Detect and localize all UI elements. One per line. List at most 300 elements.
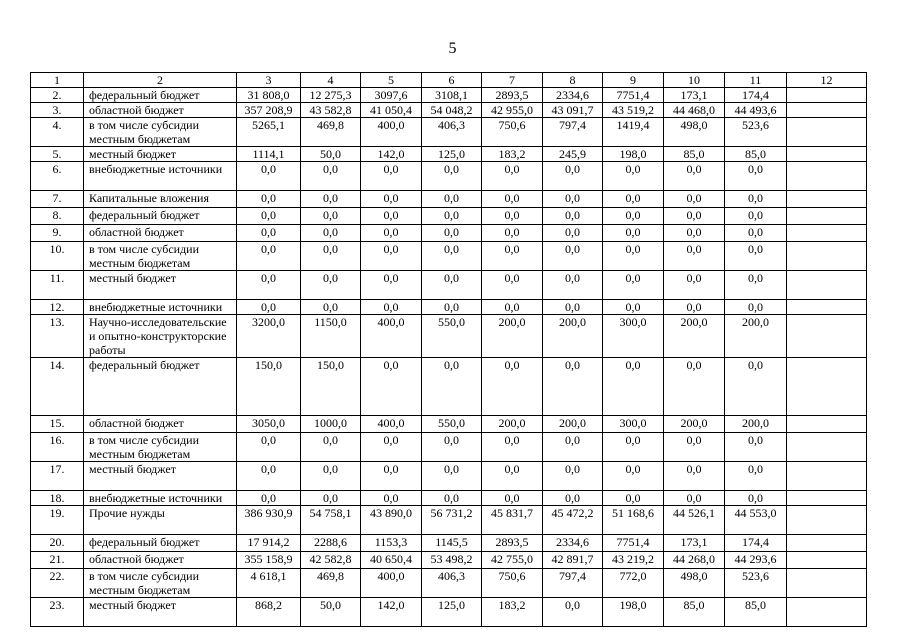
value-cell-col-12 <box>787 315 867 358</box>
value-cell-col-5: 0,0 <box>361 433 422 462</box>
value-cell-col-9: 0,0 <box>603 208 664 225</box>
value-cell-col-8: 2334,6 <box>543 535 603 552</box>
value-cell-col-11: 44 493,6 <box>725 103 787 118</box>
row-label: местный бюджет <box>84 147 237 162</box>
value-cell-col-8: 2334,6 <box>543 88 603 103</box>
row-number: 19. <box>31 506 84 535</box>
value-cell-col-10: 0,0 <box>664 208 725 225</box>
table-row <box>31 569 867 598</box>
row-label: в том числе субсидии местным бюджетам <box>84 242 237 271</box>
value-cell-col-7: 0,0 <box>482 225 543 242</box>
value-cell-col-9: 198,0 <box>603 598 664 627</box>
value-cell-col-8: 0,0 <box>543 208 603 225</box>
value-cell-col-7: 0,0 <box>482 191 543 208</box>
value-cell-col-11: 523,6 <box>725 569 787 598</box>
value-cell-col-4: 469,8 <box>301 118 361 147</box>
value-cell-col-6: 3108,1 <box>422 88 482 103</box>
value-cell-col-8: 797,4 <box>543 569 603 598</box>
value-cell-col-12 <box>787 208 867 225</box>
value-cell-col-12 <box>787 569 867 598</box>
value-cell-col-3: 0,0 <box>237 491 301 506</box>
value-cell-col-5: 400,0 <box>361 315 422 358</box>
value-cell-col-10: 0,0 <box>664 225 725 242</box>
value-cell-col-7: 2893,5 <box>482 88 543 103</box>
row-number: 7. <box>31 191 84 208</box>
row-label: в том числе субсидии местным бюджетам <box>84 569 237 598</box>
value-cell-col-8: 0,0 <box>543 242 603 271</box>
value-cell-col-4: 0,0 <box>301 433 361 462</box>
table-row <box>31 462 867 491</box>
value-cell-col-12 <box>787 416 867 433</box>
value-cell-col-8: 45 472,2 <box>543 506 603 535</box>
column-header-5: 5 <box>361 73 422 88</box>
value-cell-col-4: 50,0 <box>301 147 361 162</box>
value-cell-col-8: 0,0 <box>543 162 603 191</box>
row-label: местный бюджет <box>84 462 237 491</box>
value-cell-col-10: 0,0 <box>664 162 725 191</box>
value-cell-col-9: 0,0 <box>603 358 664 416</box>
row-number: 14. <box>31 358 84 416</box>
column-header-11: 11 <box>725 73 787 88</box>
value-cell-col-9: 0,0 <box>603 491 664 506</box>
row-label: федеральный бюджет <box>84 535 237 552</box>
value-cell-col-4: 0,0 <box>301 271 361 300</box>
value-cell-col-6: 1145,5 <box>422 535 482 552</box>
value-cell-col-4: 0,0 <box>301 242 361 271</box>
column-header-7: 7 <box>482 73 543 88</box>
value-cell-col-3: 355 158,9 <box>237 552 301 569</box>
row-number: 17. <box>31 462 84 491</box>
value-cell-col-12 <box>787 242 867 271</box>
value-cell-col-10: 44 468,0 <box>664 103 725 118</box>
value-cell-col-11: 0,0 <box>725 491 787 506</box>
budget-table <box>30 72 867 627</box>
value-cell-col-7: 0,0 <box>482 300 543 315</box>
value-cell-col-6: 0,0 <box>422 271 482 300</box>
value-cell-col-5: 1153,3 <box>361 535 422 552</box>
value-cell-col-3: 0,0 <box>237 162 301 191</box>
value-cell-col-7: 200,0 <box>482 416 543 433</box>
value-cell-col-5: 40 650,4 <box>361 552 422 569</box>
column-header-1: 1 <box>31 73 84 88</box>
row-label: местный бюджет <box>84 271 237 300</box>
row-number: 13. <box>31 315 84 358</box>
value-cell-col-10: 0,0 <box>664 491 725 506</box>
value-cell-col-4: 0,0 <box>301 491 361 506</box>
value-cell-col-6: 406,3 <box>422 569 482 598</box>
row-number: 10. <box>31 242 84 271</box>
value-cell-col-11: 0,0 <box>725 225 787 242</box>
value-cell-col-4: 0,0 <box>301 225 361 242</box>
value-cell-col-6: 125,0 <box>422 598 482 627</box>
value-cell-col-9: 0,0 <box>603 271 664 300</box>
value-cell-col-6: 0,0 <box>422 433 482 462</box>
value-cell-col-5: 0,0 <box>361 462 422 491</box>
table-row <box>31 118 867 147</box>
row-label: федеральный бюджет <box>84 208 237 225</box>
value-cell-col-8: 797,4 <box>543 118 603 147</box>
row-number: 12. <box>31 300 84 315</box>
value-cell-col-10: 44 526,1 <box>664 506 725 535</box>
table-row <box>31 315 867 358</box>
value-cell-col-12 <box>787 271 867 300</box>
value-cell-col-9: 0,0 <box>603 242 664 271</box>
value-cell-col-10: 173,1 <box>664 535 725 552</box>
row-label: областной бюджет <box>84 103 237 118</box>
value-cell-col-4: 0,0 <box>301 300 361 315</box>
table-row <box>31 88 867 103</box>
value-cell-col-3: 0,0 <box>237 433 301 462</box>
value-cell-col-3: 1114,1 <box>237 147 301 162</box>
value-cell-col-3: 868,2 <box>237 598 301 627</box>
header-row <box>31 73 867 88</box>
row-label: внебюджетные источники <box>84 491 237 506</box>
value-cell-col-10: 0,0 <box>664 300 725 315</box>
value-cell-col-6: 0,0 <box>422 208 482 225</box>
value-cell-col-12 <box>787 88 867 103</box>
value-cell-col-3: 5265,1 <box>237 118 301 147</box>
row-number: 2. <box>31 88 84 103</box>
value-cell-col-7: 750,6 <box>482 118 543 147</box>
value-cell-col-6: 406,3 <box>422 118 482 147</box>
value-cell-col-7: 45 831,7 <box>482 506 543 535</box>
value-cell-col-5: 3097,6 <box>361 88 422 103</box>
value-cell-col-5: 400,0 <box>361 569 422 598</box>
value-cell-col-6: 0,0 <box>422 225 482 242</box>
value-cell-col-7: 42 955,0 <box>482 103 543 118</box>
value-cell-col-9: 300,0 <box>603 315 664 358</box>
value-cell-col-7: 183,2 <box>482 598 543 627</box>
value-cell-col-11: 0,0 <box>725 433 787 462</box>
value-cell-col-6: 54 048,2 <box>422 103 482 118</box>
value-cell-col-3: 0,0 <box>237 271 301 300</box>
row-number: 4. <box>31 118 84 147</box>
value-cell-col-8: 0,0 <box>543 598 603 627</box>
value-cell-col-4: 2288,6 <box>301 535 361 552</box>
value-cell-col-3: 150,0 <box>237 358 301 416</box>
value-cell-col-12 <box>787 491 867 506</box>
value-cell-col-9: 7751,4 <box>603 88 664 103</box>
value-cell-col-7: 2893,5 <box>482 535 543 552</box>
row-number: 18. <box>31 491 84 506</box>
value-cell-col-12 <box>787 506 867 535</box>
row-label: Научно-исследовательские и опытно-конструкторские работы <box>84 315 237 358</box>
value-cell-col-12 <box>787 433 867 462</box>
value-cell-col-12 <box>787 462 867 491</box>
value-cell-col-3: 357 208,9 <box>237 103 301 118</box>
value-cell-col-10: 173,1 <box>664 88 725 103</box>
value-cell-col-7: 750,6 <box>482 569 543 598</box>
value-cell-col-11: 44 293,6 <box>725 552 787 569</box>
table-row <box>31 358 867 416</box>
value-cell-col-9: 51 168,6 <box>603 506 664 535</box>
table-row <box>31 191 867 208</box>
row-number: 23. <box>31 598 84 627</box>
row-label: федеральный бюджет <box>84 88 237 103</box>
row-label: Капитальные вложения <box>84 191 237 208</box>
value-cell-col-9: 43 219,2 <box>603 552 664 569</box>
row-number: 22. <box>31 569 84 598</box>
value-cell-col-4: 1000,0 <box>301 416 361 433</box>
value-cell-col-12 <box>787 358 867 416</box>
value-cell-col-5: 0,0 <box>361 242 422 271</box>
value-cell-col-8: 200,0 <box>543 416 603 433</box>
value-cell-col-5: 0,0 <box>361 271 422 300</box>
column-header-2: 2 <box>84 73 237 88</box>
value-cell-col-8: 0,0 <box>543 462 603 491</box>
table-row <box>31 147 867 162</box>
value-cell-col-4: 43 582,8 <box>301 103 361 118</box>
value-cell-col-7: 0,0 <box>482 242 543 271</box>
value-cell-col-7: 0,0 <box>482 491 543 506</box>
value-cell-col-12 <box>787 225 867 242</box>
value-cell-col-7: 183,2 <box>482 147 543 162</box>
value-cell-col-10: 200,0 <box>664 416 725 433</box>
value-cell-col-6: 0,0 <box>422 358 482 416</box>
value-cell-col-9: 1419,4 <box>603 118 664 147</box>
value-cell-col-5: 43 890,0 <box>361 506 422 535</box>
value-cell-col-11: 174,4 <box>725 88 787 103</box>
value-cell-col-8: 0,0 <box>543 191 603 208</box>
value-cell-col-3: 0,0 <box>237 300 301 315</box>
row-number: 6. <box>31 162 84 191</box>
row-number: 5. <box>31 147 84 162</box>
value-cell-col-11: 0,0 <box>725 271 787 300</box>
value-cell-col-5: 0,0 <box>361 208 422 225</box>
value-cell-col-4: 0,0 <box>301 162 361 191</box>
value-cell-col-7: 0,0 <box>482 208 543 225</box>
value-cell-col-11: 85,0 <box>725 147 787 162</box>
value-cell-col-8: 0,0 <box>543 433 603 462</box>
value-cell-col-10: 0,0 <box>664 271 725 300</box>
value-cell-col-10: 498,0 <box>664 569 725 598</box>
value-cell-col-6: 0,0 <box>422 242 482 271</box>
value-cell-col-11: 0,0 <box>725 162 787 191</box>
column-header-6: 6 <box>422 73 482 88</box>
value-cell-col-3: 17 914,2 <box>237 535 301 552</box>
value-cell-col-12 <box>787 118 867 147</box>
column-header-10: 10 <box>664 73 725 88</box>
value-cell-col-11: 0,0 <box>725 208 787 225</box>
value-cell-col-11: 200,0 <box>725 315 787 358</box>
value-cell-col-5: 0,0 <box>361 491 422 506</box>
table-row <box>31 208 867 225</box>
value-cell-col-10: 0,0 <box>664 433 725 462</box>
value-cell-col-8: 245,9 <box>543 147 603 162</box>
value-cell-col-9: 0,0 <box>603 162 664 191</box>
table-row <box>31 103 867 118</box>
value-cell-col-9: 43 519,2 <box>603 103 664 118</box>
value-cell-col-3: 0,0 <box>237 208 301 225</box>
row-number: 15. <box>31 416 84 433</box>
row-number: 11. <box>31 271 84 300</box>
value-cell-col-8: 0,0 <box>543 271 603 300</box>
value-cell-col-4: 0,0 <box>301 191 361 208</box>
table-row <box>31 535 867 552</box>
value-cell-col-9: 0,0 <box>603 433 664 462</box>
value-cell-col-5: 0,0 <box>361 191 422 208</box>
table-row <box>31 300 867 315</box>
value-cell-col-10: 200,0 <box>664 315 725 358</box>
value-cell-col-3: 3200,0 <box>237 315 301 358</box>
value-cell-col-4: 42 582,8 <box>301 552 361 569</box>
value-cell-col-9: 0,0 <box>603 300 664 315</box>
value-cell-col-12 <box>787 162 867 191</box>
value-cell-col-6: 550,0 <box>422 315 482 358</box>
value-cell-col-7: 42 755,0 <box>482 552 543 569</box>
value-cell-col-11: 0,0 <box>725 300 787 315</box>
table-body <box>31 73 867 627</box>
row-number: 21. <box>31 552 84 569</box>
value-cell-col-12 <box>787 191 867 208</box>
table-row <box>31 416 867 433</box>
row-label: Прочие нужды <box>84 506 237 535</box>
value-cell-col-6: 56 731,2 <box>422 506 482 535</box>
row-label: областной бюджет <box>84 416 237 433</box>
value-cell-col-6: 550,0 <box>422 416 482 433</box>
table-row <box>31 242 867 271</box>
row-label: областной бюджет <box>84 552 237 569</box>
value-cell-col-10: 44 268,0 <box>664 552 725 569</box>
row-label: в том числе субсидии местным бюджетам <box>84 118 237 147</box>
value-cell-col-10: 85,0 <box>664 147 725 162</box>
value-cell-col-9: 772,0 <box>603 569 664 598</box>
value-cell-col-4: 1150,0 <box>301 315 361 358</box>
value-cell-col-12 <box>787 147 867 162</box>
row-label: областной бюджет <box>84 225 237 242</box>
value-cell-col-9: 198,0 <box>603 147 664 162</box>
value-cell-col-5: 142,0 <box>361 147 422 162</box>
value-cell-col-3: 386 930,9 <box>237 506 301 535</box>
row-number: 9. <box>31 225 84 242</box>
value-cell-col-9: 7751,4 <box>603 535 664 552</box>
value-cell-col-7: 0,0 <box>482 462 543 491</box>
column-header-9: 9 <box>603 73 664 88</box>
value-cell-col-5: 0,0 <box>361 300 422 315</box>
table-row <box>31 162 867 191</box>
value-cell-col-11: 0,0 <box>725 358 787 416</box>
value-cell-col-8: 42 891,7 <box>543 552 603 569</box>
value-cell-col-5: 400,0 <box>361 118 422 147</box>
value-cell-col-11: 44 553,0 <box>725 506 787 535</box>
value-cell-col-6: 0,0 <box>422 162 482 191</box>
value-cell-col-4: 50,0 <box>301 598 361 627</box>
table-row <box>31 225 867 242</box>
table-row <box>31 433 867 462</box>
value-cell-col-8: 0,0 <box>543 491 603 506</box>
value-cell-col-3: 3050,0 <box>237 416 301 433</box>
table-row <box>31 506 867 535</box>
value-cell-col-5: 142,0 <box>361 598 422 627</box>
value-cell-col-8: 200,0 <box>543 315 603 358</box>
value-cell-col-10: 0,0 <box>664 358 725 416</box>
value-cell-col-7: 0,0 <box>482 271 543 300</box>
value-cell-col-5: 0,0 <box>361 225 422 242</box>
row-label: внебюджетные источники <box>84 162 237 191</box>
value-cell-col-12 <box>787 552 867 569</box>
value-cell-col-4: 469,8 <box>301 569 361 598</box>
value-cell-col-3: 31 808,0 <box>237 88 301 103</box>
row-number: 3. <box>31 103 84 118</box>
value-cell-col-3: 0,0 <box>237 462 301 491</box>
table-row <box>31 598 867 627</box>
value-cell-col-9: 0,0 <box>603 462 664 491</box>
value-cell-col-11: 0,0 <box>725 462 787 491</box>
value-cell-col-5: 41 050,4 <box>361 103 422 118</box>
value-cell-col-4: 150,0 <box>301 358 361 416</box>
value-cell-col-6: 0,0 <box>422 462 482 491</box>
value-cell-col-5: 400,0 <box>361 416 422 433</box>
value-cell-col-4: 12 275,3 <box>301 88 361 103</box>
value-cell-col-11: 0,0 <box>725 191 787 208</box>
value-cell-col-6: 125,0 <box>422 147 482 162</box>
value-cell-col-11: 200,0 <box>725 416 787 433</box>
value-cell-col-4: 0,0 <box>301 462 361 491</box>
value-cell-col-8: 0,0 <box>543 225 603 242</box>
value-cell-col-3: 0,0 <box>237 242 301 271</box>
value-cell-col-6: 0,0 <box>422 191 482 208</box>
row-label: местный бюджет <box>84 598 237 627</box>
row-label: в том числе субсидии местным бюджетам <box>84 433 237 462</box>
value-cell-col-6: 0,0 <box>422 300 482 315</box>
table-row <box>31 271 867 300</box>
value-cell-col-11: 85,0 <box>725 598 787 627</box>
value-cell-col-10: 85,0 <box>664 598 725 627</box>
value-cell-col-12 <box>787 103 867 118</box>
value-cell-col-11: 0,0 <box>725 242 787 271</box>
column-header-4: 4 <box>301 73 361 88</box>
value-cell-col-8: 0,0 <box>543 300 603 315</box>
row-label: внебюджетные источники <box>84 300 237 315</box>
column-header-12: 12 <box>787 73 867 88</box>
page-number: 5 <box>448 40 457 57</box>
value-cell-col-9: 0,0 <box>603 225 664 242</box>
column-header-3: 3 <box>237 73 301 88</box>
row-number: 8. <box>31 208 84 225</box>
row-label: федеральный бюджет <box>84 358 237 416</box>
value-cell-col-9: 300,0 <box>603 416 664 433</box>
value-cell-col-12 <box>787 598 867 627</box>
row-number: 16. <box>31 433 84 462</box>
value-cell-col-7: 0,0 <box>482 162 543 191</box>
value-cell-col-10: 0,0 <box>664 191 725 208</box>
value-cell-col-8: 43 091,7 <box>543 103 603 118</box>
value-cell-col-10: 498,0 <box>664 118 725 147</box>
value-cell-col-3: 0,0 <box>237 191 301 208</box>
column-header-8: 8 <box>543 73 603 88</box>
value-cell-col-10: 0,0 <box>664 462 725 491</box>
value-cell-col-3: 0,0 <box>237 225 301 242</box>
value-cell-col-4: 54 758,1 <box>301 506 361 535</box>
value-cell-col-3: 4 618,1 <box>237 569 301 598</box>
table-row <box>31 491 867 506</box>
value-cell-col-12 <box>787 300 867 315</box>
value-cell-col-8: 0,0 <box>543 358 603 416</box>
value-cell-col-7: 200,0 <box>482 315 543 358</box>
table-row <box>31 552 867 569</box>
value-cell-col-4: 0,0 <box>301 208 361 225</box>
value-cell-col-11: 174,4 <box>725 535 787 552</box>
row-number: 20. <box>31 535 84 552</box>
value-cell-col-6: 53 498,2 <box>422 552 482 569</box>
value-cell-col-9: 0,0 <box>603 191 664 208</box>
value-cell-col-7: 0,0 <box>482 433 543 462</box>
value-cell-col-6: 0,0 <box>422 491 482 506</box>
value-cell-col-5: 0,0 <box>361 358 422 416</box>
value-cell-col-12 <box>787 535 867 552</box>
value-cell-col-11: 523,6 <box>725 118 787 147</box>
value-cell-col-10: 0,0 <box>664 242 725 271</box>
